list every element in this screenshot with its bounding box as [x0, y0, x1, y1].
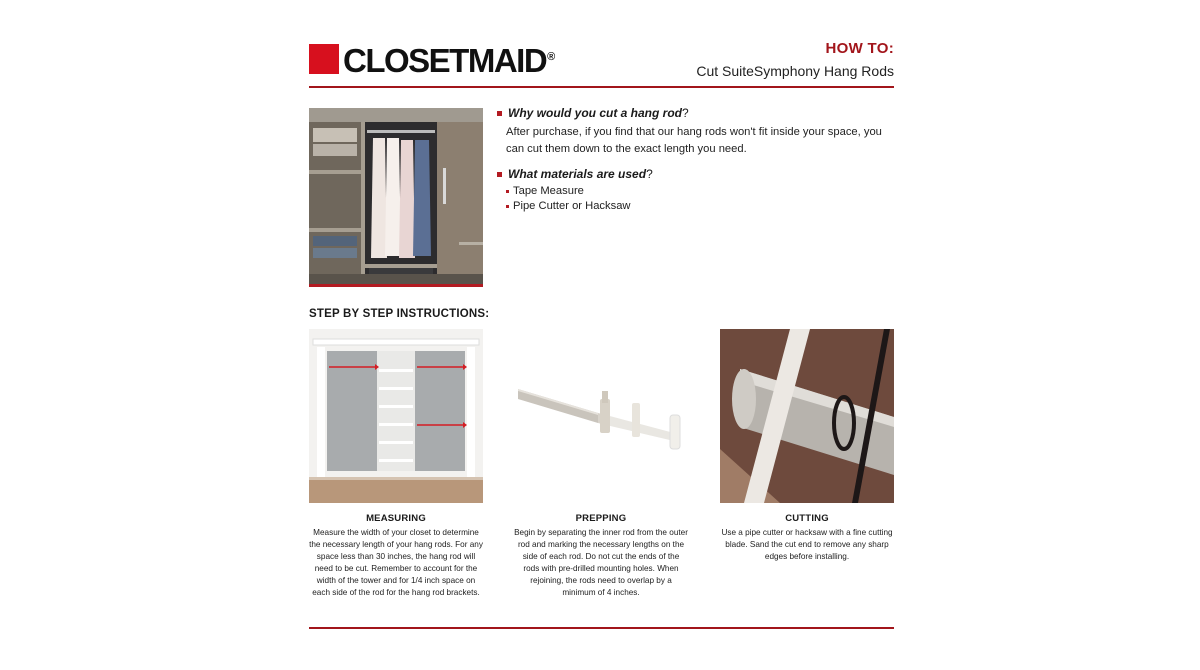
question-materials: What materials are used ? — [497, 167, 897, 181]
step-description: Measure the width of your closet to determine the necessary length of your hang rods. For any space less than 30 inches, the hang rod will need to be cut. Remember to account for the width of the tower and for 1/4 inch space on each side of the rod for the hang rod brackets. — [309, 528, 483, 597]
material-item: Pipe Cutter or Hacksaw — [506, 200, 897, 212]
step-description: Begin by separating the inner rod from the outer rod and marking the necessary lengths on the side of each rod. Do not cut the ends of the rods with pre-drilled mounting holes. When rejoining, the rods need to overlap by a minimum of 4 inches. — [514, 528, 688, 597]
step-description: Use a pipe cutter or hacksaw with a fine cutting blade. Sand the cut end to remove any sharp edges before installing. — [721, 528, 893, 561]
logo-red-square — [309, 44, 339, 74]
howto-subtitle: Cut SuiteSymphony Hang Rods — [696, 63, 894, 79]
closet-photo — [309, 108, 483, 287]
measuring-photo — [309, 329, 483, 503]
intro-qa — [497, 106, 897, 215]
answer-why-cut: After purchase, if you find that our hang rods won't fit inside your space, you can cut them down to the exact length you need. — [506, 126, 882, 155]
logo-wordmark: CLOSETMAID® — [343, 42, 554, 79]
steps-heading: STEP BY STEP INSTRUCTIONS: — [309, 308, 490, 320]
closetmaid-logo — [309, 42, 554, 79]
step-title: PREPPING — [575, 513, 627, 524]
red-bullet — [497, 111, 502, 116]
red-bullet — [506, 190, 509, 193]
prepping-photo — [514, 329, 688, 503]
cutting-photo — [720, 329, 894, 503]
howto-heading — [696, 40, 894, 79]
red-bullet — [506, 205, 509, 208]
step-title: CUTTING — [785, 513, 829, 524]
howto-title: HOW TO: — [825, 40, 894, 57]
footer-divider — [309, 627, 894, 629]
step-prepping — [514, 329, 688, 599]
step-cutting — [720, 329, 894, 563]
how-to-sheet — [309, 38, 894, 638]
step-title: MEASURING — [366, 513, 426, 524]
header-divider — [309, 86, 894, 88]
red-bullet — [497, 172, 502, 177]
material-item: Tape Measure — [506, 185, 897, 197]
question-why-cut: Why would you cut a hang rod ? — [497, 106, 897, 120]
step-measuring — [309, 329, 483, 599]
